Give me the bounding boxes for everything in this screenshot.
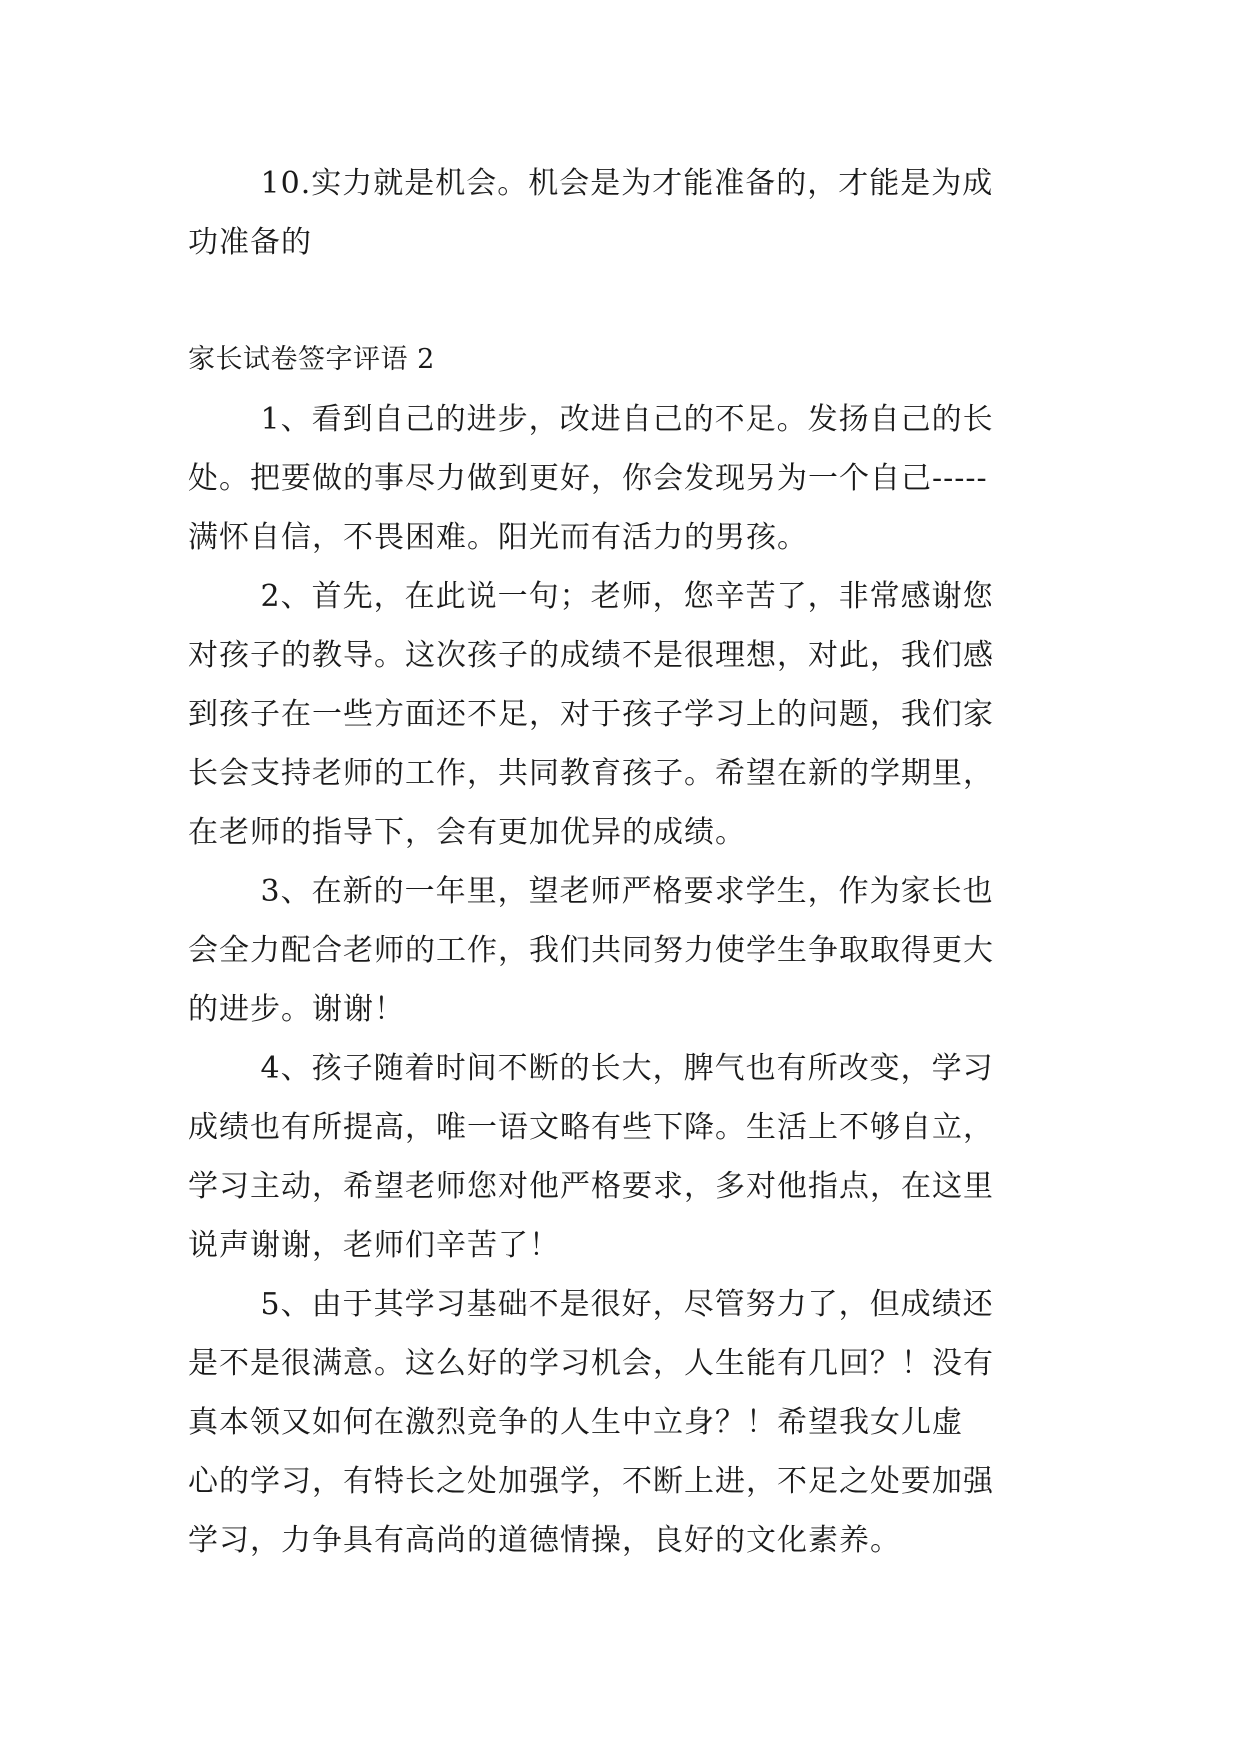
text-line: 是不是很满意。这么好的学习机会，人生能有几回？！没有 <box>188 1346 994 1381</box>
text-line: 说声谢谢，老师们辛苦了！ <box>188 1228 560 1263</box>
text-line: 成绩也有所提高，唯一语文略有些下降。生活上不够自立， <box>188 1110 994 1145</box>
text-line: 满怀自信，不畏困难。阳光而有活力的男孩。 <box>188 520 808 555</box>
text-line: 2、首先，在此说一句；老师，您辛苦了，非常感谢您 <box>188 579 994 614</box>
text-line: 的进步。谢谢！ <box>188 992 405 1027</box>
text-line: 到孩子在一些方面还不足，对于孩子学习上的问题，我们家 <box>188 697 994 732</box>
text-line: 对孩子的教导。这次孩子的成绩不是很理想，对此，我们感 <box>188 638 994 673</box>
text-line: 10.实力就是机会。机会是为才能准备的，才能是为成 <box>188 166 994 201</box>
text-line: 学习，力争具有高尚的道德情操，良好的文化素养。 <box>188 1523 901 1558</box>
text-line: 功准备的 <box>188 225 312 260</box>
text-line: 长会支持老师的工作，共同教育孩子。希望在新的学期里， <box>188 756 994 791</box>
text-line: 会全力配合老师的工作，我们共同努力使学生争取取得更大 <box>188 933 994 968</box>
text-line: 心的学习，有特长之处加强学，不断上进，不足之处要加强 <box>188 1464 994 1499</box>
text-line: 学习主动，希望老师您对他严格要求，多对他指点，在这里 <box>188 1169 994 1204</box>
text-line: 3、在新的一年里，望老师严格要求学生，作为家长也 <box>188 874 994 909</box>
text-line: 处。把要做的事尽力做到更好，你会发现另为一个自己----- <box>188 461 988 496</box>
text-line: 4、孩子随着时间不断的长大，脾气也有所改变，学习 <box>188 1051 994 1086</box>
text-line: 真本领又如何在激烈竞争的人生中立身？！希望我女儿虚 <box>188 1405 963 1440</box>
text-line: 在老师的指导下，会有更加优异的成绩。 <box>188 815 746 850</box>
section-title: 家长试卷签字评语 2 <box>188 344 435 375</box>
text-line: 5、由于其学习基础不是很好，尽管努力了，但成绩还 <box>188 1287 994 1322</box>
text-line: 1、看到自己的进步，改进自己的不足。发扬自己的长 <box>188 402 994 437</box>
